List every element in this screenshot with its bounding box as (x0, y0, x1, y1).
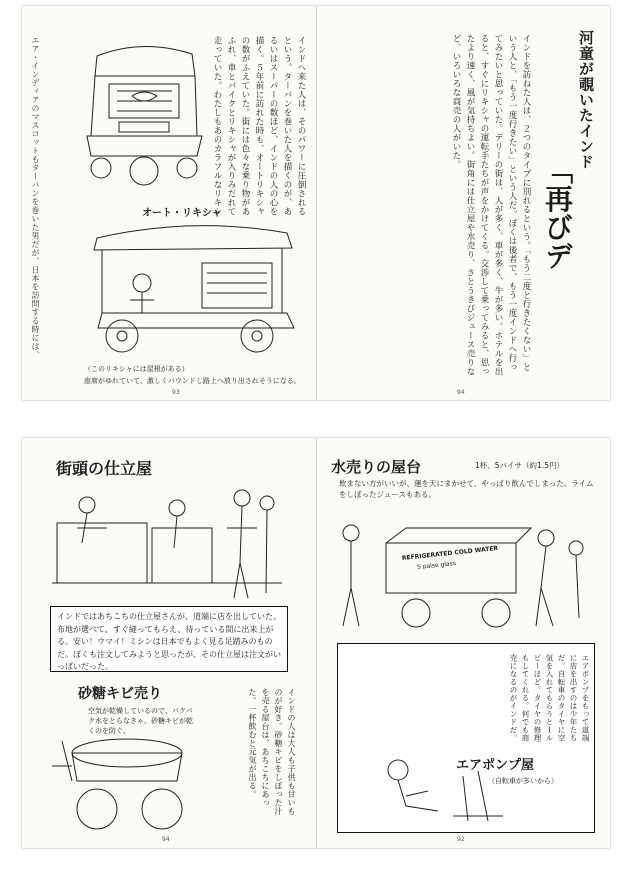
water-cart-illustration (331, 508, 601, 633)
cart-sign: REFRIGERATED COLD WATER (401, 544, 499, 563)
air-pump-body: エアポンプをもって道端に店を出すのは少年たちだ。自転車のタイヤに空気を入れてもらうと１ルピーほど。タイヤの修理もしてくれる。何でも商売になるのがインドだ。 (509, 654, 590, 742)
sidebar-text: エア・インディアのマスコットもターバンを巻いた男だが、日本を訪問する時には、 (31, 36, 40, 359)
page-number: 94 (162, 836, 170, 843)
page-93 (22, 6, 316, 400)
sugarcane-cart-illustration (52, 731, 202, 836)
air-pump-boy-illustration (368, 756, 518, 826)
sugarcane-note: 空気が乾燥しているので、パクパク水をとらなきゃ。砂糖キビが乾くのを防ぐ。 (88, 707, 193, 735)
auto-rickshaw-front-illustration (77, 36, 207, 191)
page-water (316, 438, 610, 848)
rickshaw-caption: （このリキシャには屋根がある） (84, 365, 189, 373)
page-tailor (22, 438, 316, 848)
auto-rickshaw-side-illustration (82, 218, 302, 358)
series-title: 河童が覗いたインド (577, 30, 595, 170)
page-number: 92 (457, 836, 465, 843)
bottom-spread (22, 438, 610, 848)
tailor-info-box (50, 606, 288, 672)
sugarcane-body: インドの人は大人も子供も甘いものが好き。砂糖キビをしぼった汁を売る屋台は、あちこちにあった。一杯飲むと元気が出る。 (248, 688, 296, 816)
air-pump-box (337, 643, 595, 833)
water-note: 飲まない方がいいが、運を天にまかせて、やっぱり飲んでしまった。ライムをしぼったジュースもある。 (339, 479, 594, 499)
rickshaw-label: オート・リキシャ (142, 208, 222, 219)
water-price-note: 1杯、5パイサ（約1.5円） (475, 461, 564, 470)
page-94-body: インドを訪ねた人は、２つのタイプに別れるという。「もう二度と行きたくない」という人と、「もう一度行きたい」という人だ。ぼくは後者で、もう一度インドへ行ってみたいと思っていた。デリーの街は、人が多く、車が多く、牛が多い。ホテルを出ると、すぐにリキシャの運転手たちが声をかけてくる。交渉して乗ってみると、思ったより速く、風が気持ちよい。街角には仕立屋や水売り、さとうきびジュース売りなど、いろいろな商売の人がいた。 (451, 34, 531, 376)
air-pump-heading: エアポンプ屋 (456, 758, 535, 773)
street-tailor-illustration (52, 483, 282, 603)
air-pump-subnote: （自転車が多いから） (488, 777, 558, 785)
page-number: 93 (172, 389, 180, 396)
tailor-info-text: インドではあちこちの仕立屋さんが、道端に店を出していた。布地が選べて、すぐ縫ってもらえ、待っている間に出来上がる。安い！ウマイ！ミシンは日本でもよく見る足踏みのものだ。ぼくも注文してみようと思ったが、その仕立屋は注文がいっぱいだった。 (57, 612, 281, 671)
tailor-heading: 街頭の仕立屋 (56, 459, 153, 478)
page-94 (316, 6, 610, 400)
cart-sign-2: 5 paise glass (416, 559, 457, 572)
water-heading: 水売りの屋台 (331, 458, 422, 476)
top-spread (22, 6, 610, 400)
rickshaw-caption-2: 座席がゆれていて、激しくバウンドし路上へ放り出されそうになる。 (84, 377, 301, 385)
chapter-title: 「再びデ (541, 156, 574, 270)
page-number: 94 (457, 389, 465, 396)
sugarcane-heading: 砂糖キビ売り (78, 686, 162, 702)
page-93-body: インドへ来た人は、そのパワーに圧倒されるという。ターバンを巻いた人を描くのが、あるいはスーパーの数ほど、インドの人の心を描く。５年前に訪れた時も、オートリキシャの数がふえていた。街には色々な乗り物があふれ、車とバイクとリキシャが入りみだれて走っていた。わたしもあのカラフルなリキシ (212, 36, 306, 216)
